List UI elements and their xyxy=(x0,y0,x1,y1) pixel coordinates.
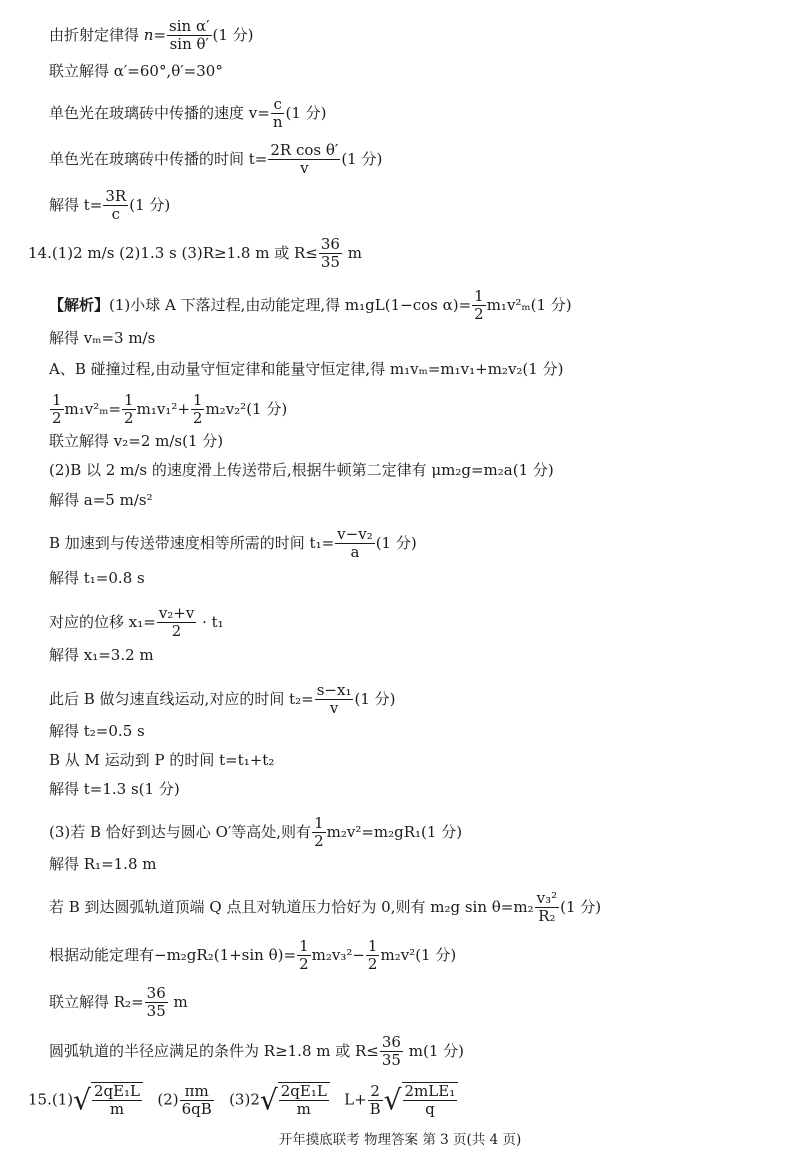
fraction: $\frac{3R}{c}$ xyxy=(105,187,127,224)
line-vm: 解得 vₘ=3 m/s xyxy=(49,329,156,347)
line-t2: 解得 t₂=0.5 s xyxy=(49,722,145,740)
line-momentum: A、B 碰撞过程,由动量守恒定律和能量守恒定律,得 m₁vₘ=m₁v₁+m₂v₂(1 分) xyxy=(49,360,564,378)
fraction: $\frac{\text{2R cos θ′}}{v}$ xyxy=(270,141,339,178)
line-angles: 联立解得 α′=60°,θ′=30° xyxy=(49,62,223,80)
line-radius-condition: 圆弧轨道的半径应满足的条件为 R≥1.8 m 或 R≤ $\frac{36}{35}$ m(1 分) xyxy=(49,1033,464,1070)
fraction: $\frac{c}{n}$ xyxy=(272,95,283,132)
analysis-start: 【解析】(1)小球 A 下落过程,由动能定理,得 m₁gL(1−cos α)= $\frac{1}{2}$ m₁v²ₘ(1 分) xyxy=(49,287,572,324)
line-speed: 单色光在玻璃砖中传播的速度 v= $\frac{c}{n}$ (1 分) xyxy=(49,95,327,132)
line-v2: 联立解得 v₂=2 m/s(1 分) xyxy=(49,432,224,450)
fraction: $\frac{\text{sin α′}}{\text{sin θ′}}$ xyxy=(169,17,210,54)
line-time-result: 解得 t= $\frac{3R}{c}$ (1 分) xyxy=(49,187,171,224)
line-x1: 解得 x₁=3.2 m xyxy=(49,646,154,664)
sqrt: √ $\frac{\text{2qE₁L}}{m}$ xyxy=(260,1082,330,1119)
line-r1: 解得 R₁=1.8 m xyxy=(49,855,157,873)
line-r1-formula: (3)若 B 恰好到达与圆心 O′等高处,则有 $\frac{1}{2}$ m₂v²=m₂gR₁(1 分) xyxy=(49,814,463,851)
text: 由折射定律得 xyxy=(49,25,144,44)
line-energy-theorem: 根据动能定理有−m₂gR₂(1+sin θ)= $\frac{1}{2}$ m₂v₃²− $\frac{1}{2}$ m₂v²(1 分) xyxy=(49,937,457,974)
question-14-answer: 14.(1)2 m/s (2)1.3 s (3)R≥1.8 m 或 R≤ $\frac{36}{35}$ m xyxy=(28,235,362,272)
line-t: 解得 t=1.3 s(1 分) xyxy=(49,780,180,798)
sqrt: √ $\frac{\text{2qE₁L}}{m}$ xyxy=(73,1082,143,1119)
line-x1-formula: 对应的位移 x₁= $\frac{\text{v₂+v}}{2}$ · t₁ xyxy=(49,604,224,641)
line-time: 单色光在玻璃砖中传播的时间 t= $\frac{\text{2R cos θ′}}{v}$ (1 分) xyxy=(49,141,383,178)
line-t1-formula: B 加速到与传送带速度相等所需的时间 t₁= $\frac{\text{v−v₂}}{a}$ (1 分) xyxy=(49,525,417,562)
fraction: $\frac{36}{35}$ xyxy=(320,235,340,272)
line-refraction-law: 由折射定律得 n= $\frac{\text{sin α′}}{\text{sin θ′}}$ (1 分) xyxy=(49,17,254,54)
sqrt: √ $\frac{\text{2mLE₁}}{q}$ xyxy=(384,1082,459,1119)
line-t-sum: B 从 M 运动到 P 的时间 t=t₁+t₂ xyxy=(49,751,275,769)
line-newton: (2)B 以 2 m/s 的速度滑上传送带后,根据牛顿第二定律有 μm₂g=m₂a(1 分) xyxy=(49,461,554,479)
line-a: 解得 a=5 m/s² xyxy=(49,491,153,509)
fraction: $\frac{1}{2}$ xyxy=(474,287,484,324)
line-energy: $\frac{1}{2}$ m₁v²ₘ= $\frac{1}{2}$ m₁v₁²+ $\frac{1}{2}$ m₂v₂²(1 分) xyxy=(52,391,288,428)
line-t2-formula: 此后 B 做匀速直线运动,对应的时间 t₂= $\frac{\text{s−x₁}}{v}$ (1 分) xyxy=(49,681,396,718)
line-q-condition: 若 B 到达圆弧轨道顶端 Q 点且对轨道压力恰好为 0,则有 m₂g sin θ=m₂ $\frac{\text{v₃²}}{\text{R₂}}$ (1 分) xyxy=(49,889,602,926)
line-t1: 解得 t₁=0.8 s xyxy=(49,569,145,587)
analysis-label: 【解析】 xyxy=(49,295,110,314)
line-r2: 联立解得 R₂= $\frac{36}{35}$ m xyxy=(49,984,188,1021)
question-15-answer: 15.(1)√ $\frac{\text{2qE₁L}}{m}$ (2) $\frac{\pi m}{6qB}$ (3)2√ $\frac{\text{2qE₁L}}{m}$ L+ $\frac{2}{B}$ √ $\frac{\text{2mLE₁}}{q}$ xyxy=(28,1082,458,1119)
page-footer: 开年摸底联考 物理答案 第 3 页(共 4 页) xyxy=(278,1132,522,1148)
